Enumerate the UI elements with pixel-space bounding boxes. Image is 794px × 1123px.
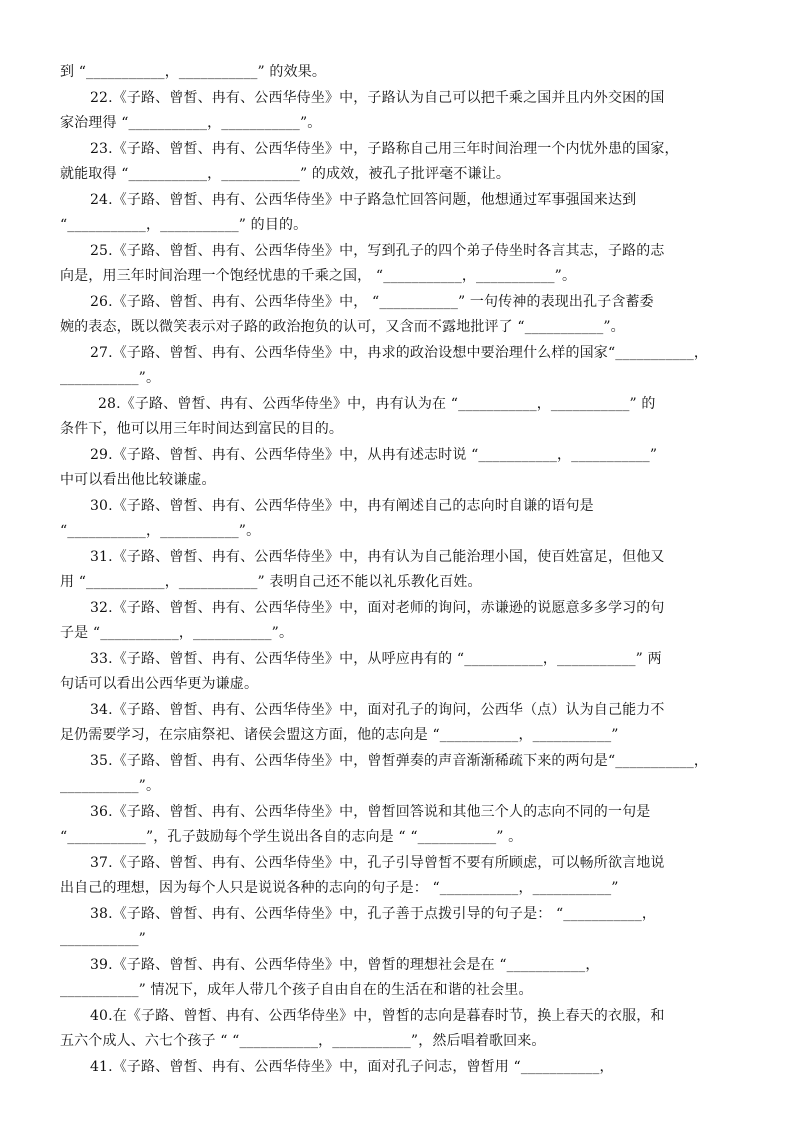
text-line: 28.《子路、曾皙、冉有、公西华侍坐》中，冉有认为在 “___________，___________” 的 xyxy=(98,396,656,412)
text-line: 就能取得 “___________，___________” 的成效，被孔子批评毫不谦让。 xyxy=(60,166,510,182)
text-line: 35.《子路、曾皙、冉有、公西华侍坐》中，曾皙弹奏的声音渐渐稀疏下来的两句是“___________， xyxy=(90,753,709,769)
text-line: 出自己的理想，因为每个人只是说说各种的志向的句子是： “___________，___________” xyxy=(60,880,619,896)
text-line: 32.《子路、曾皙、冉有、公西华侍坐》中，面对老师的询问，赤谦逊的说愿意多多学习的句 xyxy=(90,600,665,616)
text-line: 足仍需要学习，在宗庙祭祀、诸侯会盟这方面，他的志向是 “___________，___________” xyxy=(60,727,619,743)
text-line: “___________，___________” 的目的。 xyxy=(60,217,308,233)
text-line: ___________”。 xyxy=(60,370,161,386)
text-line: 38.《子路、曾皙、冉有、公西华侍坐》中，孔子善于点拨引导的句子是： “___________， xyxy=(90,906,657,922)
text-line: 23.《子路、曾皙、冉有、公西华侍坐》中，子路称自己用三年时间治理一个内忧外患的国家， xyxy=(90,141,679,157)
text-line: 33.《子路、曾皙、冉有、公西华侍坐》中，从呼应冉有的 “___________，___________” 两 xyxy=(90,651,662,667)
text-line: 27.《子路、曾皙、冉有、公西华侍坐》中，冉求的政治设想中要治理什么样的国家“___________， xyxy=(90,345,709,361)
text-line: “___________”，孔子鼓励每个学生说出各自的志向是 “ “___________” 。 xyxy=(60,829,523,845)
text-line: ___________”。 xyxy=(60,778,161,794)
text-line: 39.《子路、曾皙、冉有、公西华侍坐》中，曾皙的理想社会是在 “___________， xyxy=(90,957,600,973)
text-line: 用 “___________，___________” 表明自己还不能以礼乐教化百姓。 xyxy=(60,574,482,590)
text-line: 句话可以看出公西华更为谦虚。 xyxy=(60,676,259,692)
text-line: 31.《子路、曾皙、冉有、公西华侍坐》中，冉有认为自己能治理小国，使百姓富足，但他又 xyxy=(90,549,665,565)
text-line: 五六个成人、六七个孩子 “ “___________，___________”，然后唱着歌回来。 xyxy=(60,1033,546,1049)
text-line: 子是 “___________，___________”。 xyxy=(60,625,294,641)
text-line: 中可以看出他比较谦虚。 xyxy=(60,472,216,488)
text-line: “___________，___________”。 xyxy=(60,523,261,539)
text-line: 家治理得 “___________，___________”。 xyxy=(60,115,322,131)
text-line: 36.《子路、曾皙、冉有、公西华侍坐》中，曾皙回答说和其他三个人的志向不同的一句是 xyxy=(90,804,651,820)
text-line: 25.《子路、曾皙、冉有、公西华侍坐》中，写到孔子的四个弟子侍坐时各言其志，子路的志 xyxy=(90,243,665,259)
text-line: 条件下，他可以用三年时间达到富民的目的。 xyxy=(60,421,343,437)
text-line: 向是，用三年时间治理一个饱经忧患的千乘之国， “___________，___________”。 xyxy=(60,268,577,284)
text-line: ___________” xyxy=(60,931,146,947)
text-line: 24.《子路、曾皙、冉有、公西华侍坐》中子路急忙回答问题，他想通过军事强国来达到 xyxy=(90,192,637,208)
text-line: 40.在《子路、曾皙、冉有、公西华侍坐》中，曾皙的志向是暮春时节，换上春天的衣服，和 xyxy=(90,1008,665,1024)
text-line: 37.《子路、曾皙、冉有、公西华侍坐》中，孔子引导曾皙不要有所顾虑，可以畅所欲言地说 xyxy=(90,855,665,871)
text-line: 26.《子路、曾皙、冉有、公西华侍坐》中， “___________” 一句传神的表现出孔子含蓄委 xyxy=(90,294,654,310)
text-line: ___________” 情况下，成年人带几个孩子自由自在的生活在和谐的社会里。 xyxy=(60,982,533,998)
text-line: 34.《子路、曾皙、冉有、公西华侍坐》中，面对孔子的询问，公西华（点）认为自己能力不 xyxy=(90,702,665,718)
text-line: 婉的表态，既以微笑表示对子路的政治抱负的认可，又含而不露地批评了 “___________”。 xyxy=(60,319,625,335)
text-line: 29.《子路、曾皙、冉有、公西华侍坐》中，从冉有述志时说 “___________，___________” xyxy=(90,447,658,463)
text-line: 22.《子路、曾皙、冉有、公西华侍坐》中，子路认为自己可以把千乘之国并且内外交困的国 xyxy=(90,90,665,106)
text-line: 41.《子路、曾皙、冉有、公西华侍坐》中，面对孔子问志，曾皙用 “___________， xyxy=(90,1059,614,1075)
text-line: 30.《子路、曾皙、冉有、公西华侍坐》中，冉有阐述自己的志向时自谦的语句是 xyxy=(90,498,594,514)
text-line: 到 “___________，___________” 的效果。 xyxy=(60,64,327,80)
